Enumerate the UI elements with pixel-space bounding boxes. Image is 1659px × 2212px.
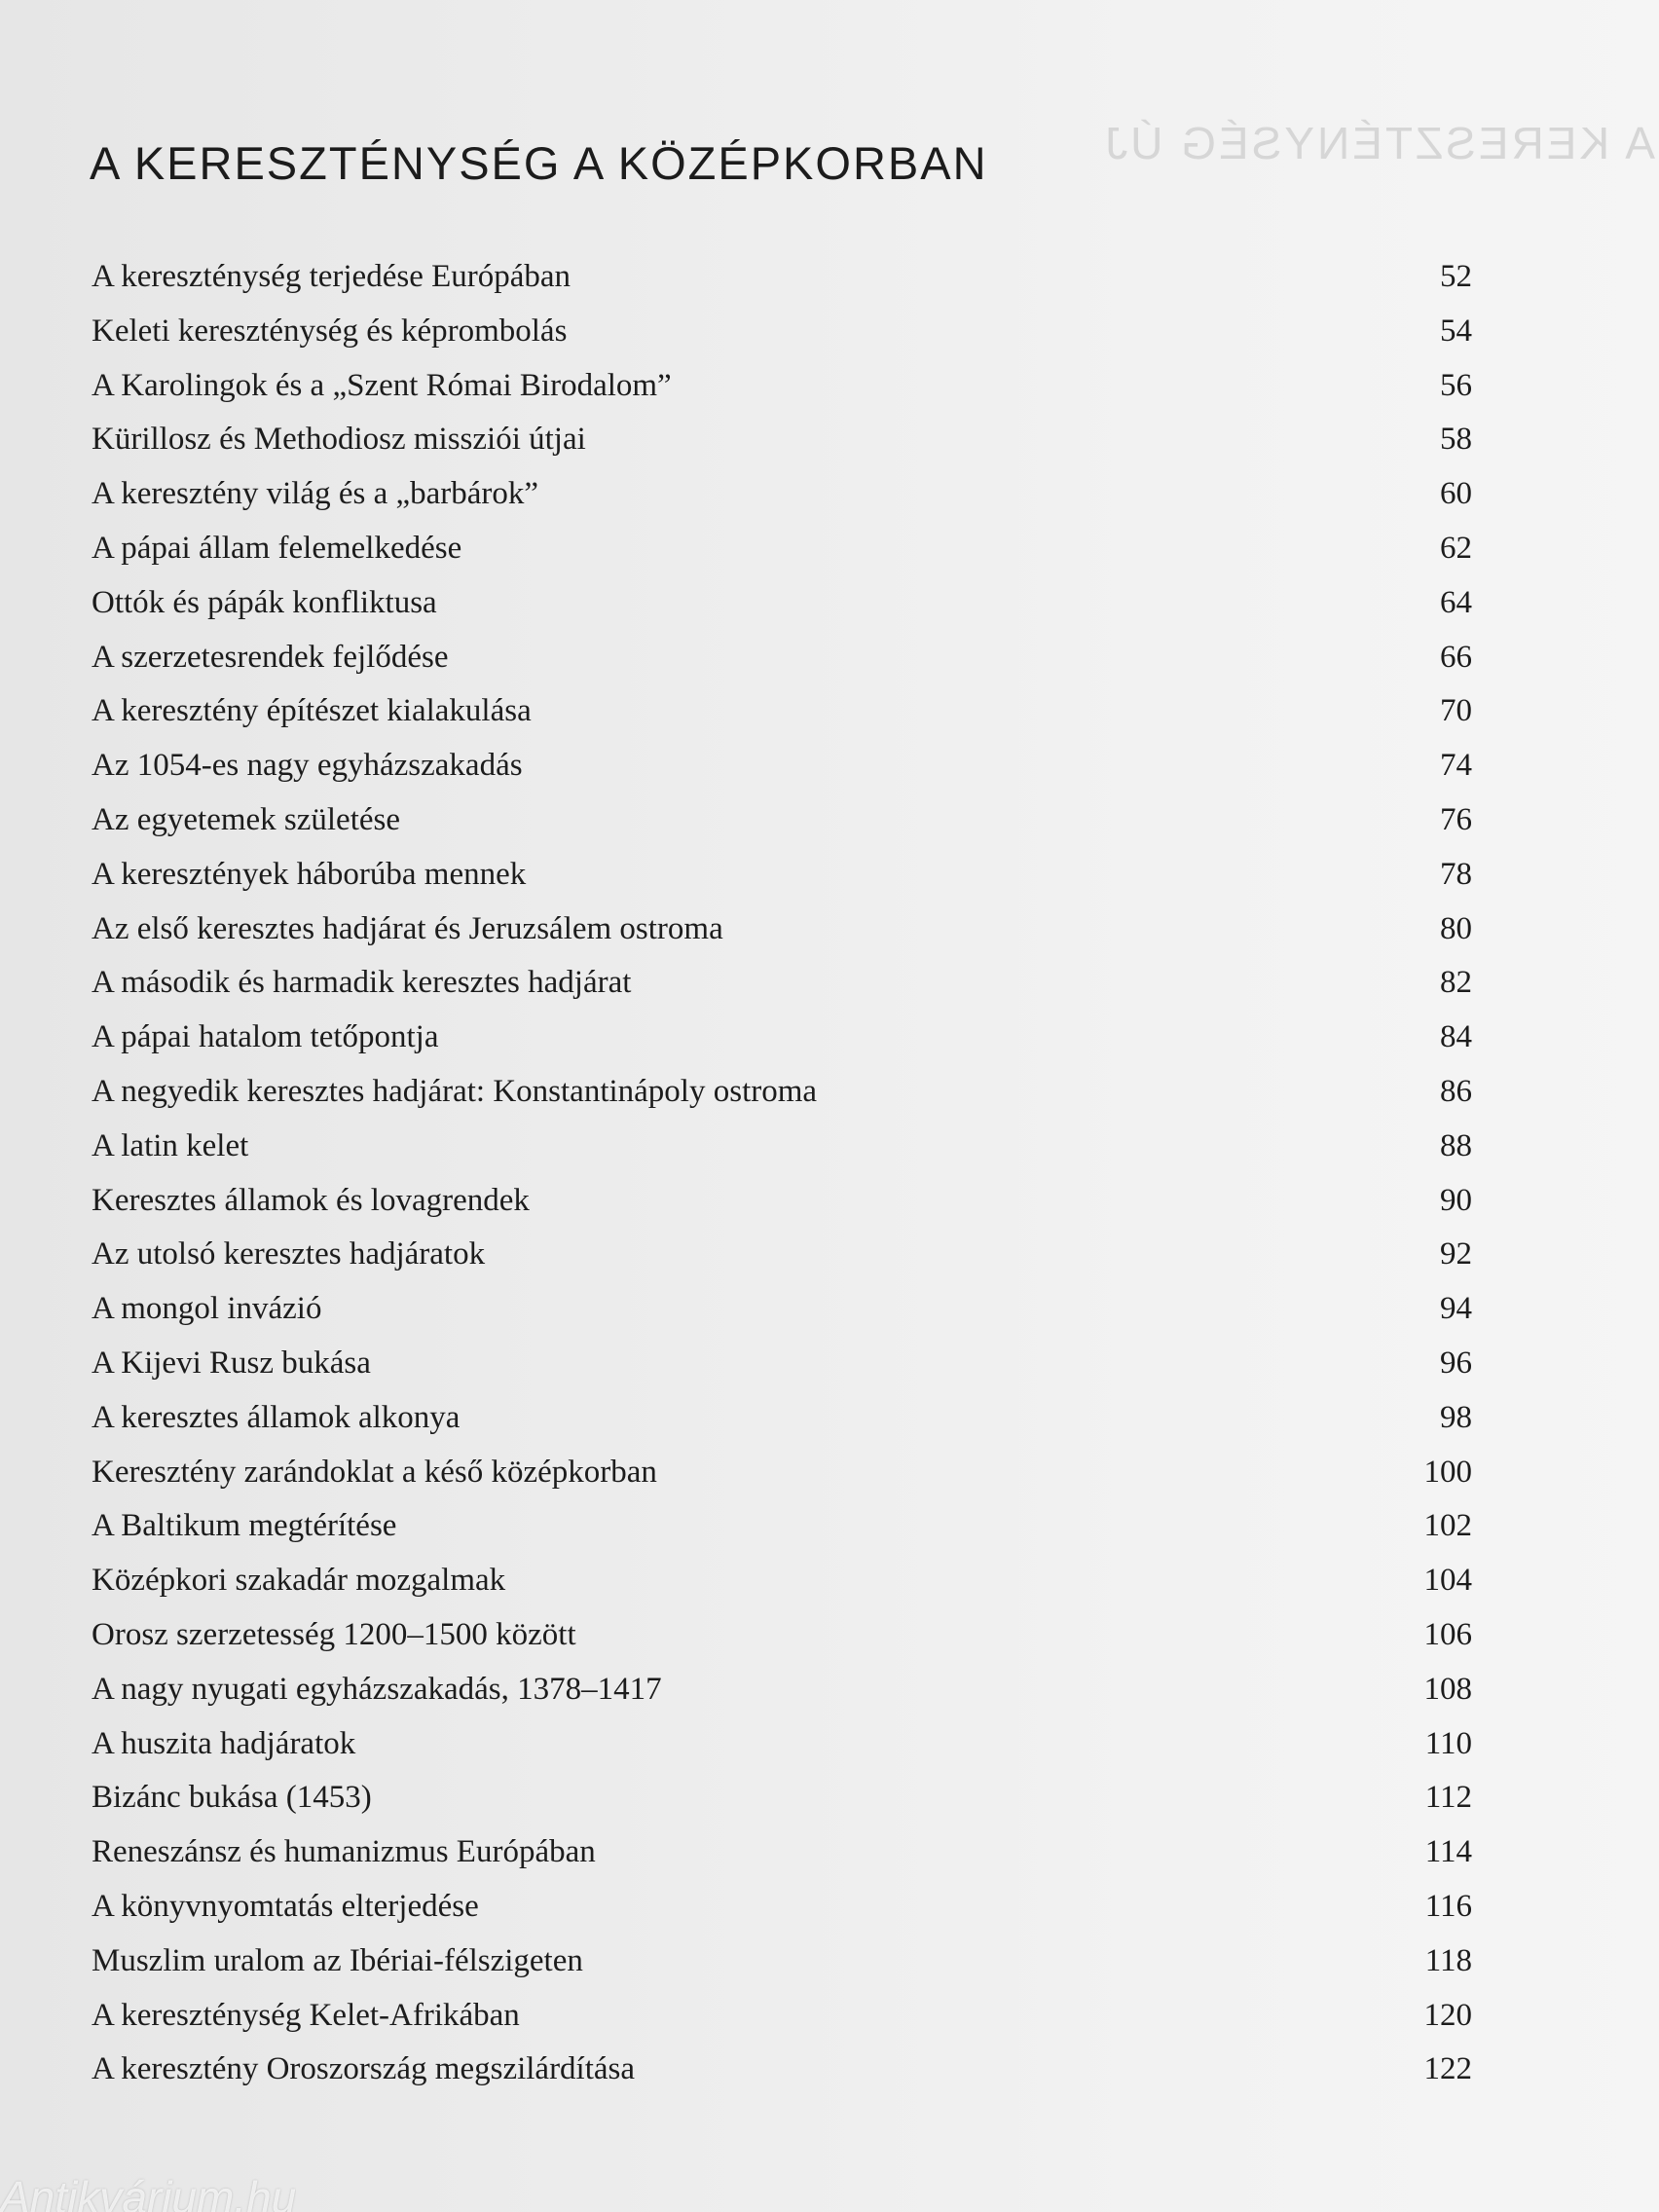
toc-entry-title: Az egyetemek születése	[92, 801, 401, 837]
toc-entry-page-number: 54	[1440, 313, 1472, 349]
toc-entry-title: A kereszténység terjedése Európában	[92, 259, 571, 294]
toc-entry-page-number: 112	[1424, 1780, 1472, 1816]
toc-entry-title: Az 1054-es nagy egyházszakadás	[92, 748, 523, 784]
toc-entry	[92, 956, 1474, 1011]
toc-entry	[92, 576, 1474, 631]
toc-entry	[92, 1771, 1474, 1825]
toc-entry-title: A könyvnyomtatás elterjedése	[92, 1888, 479, 1924]
toc-entry	[92, 684, 1474, 739]
toc-entry-page-number: 66	[1440, 639, 1472, 675]
page-title: A KERESZTÉNYSÉG A KÖZÉPKORBAN	[90, 137, 988, 189]
toc-entry-page-number: 104	[1423, 1563, 1472, 1599]
toc-entry-title: A Kijevi Rusz bukása	[92, 1345, 371, 1381]
toc-entry-page-number: 84	[1440, 1019, 1472, 1055]
toc-entry	[92, 1880, 1474, 1935]
toc-entry-title: A pápai állam felemelkedése	[92, 530, 462, 566]
toc-entry-title: A nagy nyugati egyházszakadás, 1378–1417	[92, 1671, 662, 1707]
toc-entry	[92, 1011, 1474, 1065]
toc-entry	[92, 631, 1474, 685]
bleed-through-title: A KERESZTÉNYSÉG ÚJ	[1102, 118, 1655, 168]
toc-entry	[92, 1717, 1474, 1772]
toc-entry-title: Keresztény zarándoklat a késő középkorban	[92, 1454, 657, 1490]
toc-entry-page-number: 118	[1424, 1942, 1472, 1978]
toc-entry-page-number: 88	[1440, 1127, 1472, 1163]
toc-entry-page-number: 56	[1440, 367, 1472, 403]
toc-entry-page-number: 86	[1440, 1073, 1472, 1109]
toc-entry-title: Muszlim uralom az Ibériai-félszigeten	[92, 1942, 583, 1978]
toc-entry	[92, 305, 1474, 359]
toc-entry-title: Kürillosz és Methodiosz missziói útjai	[92, 422, 586, 458]
toc-entry	[92, 1446, 1474, 1500]
toc-entry-page-number: 106	[1423, 1616, 1472, 1652]
toc-entry-title: A latin kelet	[92, 1127, 249, 1163]
toc-entry-page-number: 100	[1423, 1454, 1472, 1490]
toc-entry-page-number: 94	[1440, 1291, 1472, 1327]
toc-entry	[92, 1554, 1474, 1608]
toc-entry-page-number: 98	[1440, 1399, 1472, 1435]
toc-entry	[92, 1989, 1474, 2044]
toc-entry	[92, 467, 1474, 522]
toc-entry-title: Reneszánsz és humanizmus Európában	[92, 1834, 596, 1870]
toc-entry	[92, 1608, 1474, 1663]
toc-entry	[92, 1120, 1474, 1174]
toc-entry	[92, 1663, 1474, 1717]
toc-entry-title: A második és harmadik keresztes hadjárat	[92, 965, 632, 1001]
table-of-contents	[92, 250, 1474, 2097]
toc-entry	[92, 739, 1474, 793]
toc-entry-title: Ottók és pápák konfliktusa	[92, 584, 437, 620]
toc-entry	[92, 1228, 1474, 1282]
toc-entry-title: Az utolsó keresztes hadjáratok	[92, 1236, 486, 1272]
toc-entry-title: A keresztény világ és a „barbárok”	[92, 476, 539, 512]
toc-entry-title: A mongol invázió	[92, 1291, 322, 1327]
toc-entry	[92, 1825, 1474, 1880]
toc-entry-title: Az első keresztes hadjárat és Jeruzsálem ostroma	[92, 910, 723, 946]
toc-entry-title: A huszita hadjáratok	[92, 1725, 356, 1761]
toc-entry	[92, 522, 1474, 576]
toc-entry-title: A szerzetesrendek fejlődése	[92, 639, 449, 675]
toc-entry-page-number: 74	[1440, 748, 1472, 784]
toc-entry	[92, 250, 1474, 305]
toc-entry-title: Keresztes államok és lovagrendek	[92, 1182, 530, 1218]
toc-entry	[92, 1391, 1474, 1446]
toc-entry	[92, 793, 1474, 848]
toc-entry-title: A keresztes államok alkonya	[92, 1399, 461, 1435]
toc-entry-page-number: 70	[1440, 693, 1472, 729]
toc-entry	[92, 1174, 1474, 1229]
toc-entry	[92, 359, 1474, 414]
toc-entry-page-number: 114	[1424, 1834, 1472, 1870]
toc-entry-title: A keresztény Oroszország megszilárdítása	[92, 2051, 636, 2087]
toc-entry-title: Keleti kereszténység és képrombolás	[92, 313, 568, 349]
toc-entry	[92, 2043, 1474, 2097]
toc-entry-title: A Baltikum megtérítése	[92, 1508, 397, 1544]
toc-entry-title: A kereszténység Kelet-Afrikában	[92, 1997, 520, 2033]
toc-entry-page-number: 52	[1440, 259, 1472, 294]
toc-entry-page-number: 90	[1440, 1182, 1472, 1218]
toc-entry	[92, 903, 1474, 957]
toc-entry-page-number: 78	[1440, 856, 1472, 892]
toc-entry-page-number: 92	[1440, 1236, 1472, 1272]
toc-entry-page-number: 82	[1440, 965, 1472, 1001]
toc-entry-title: A negyedik keresztes hadjárat: Konstantinápoly ostroma	[92, 1073, 818, 1109]
toc-entry	[92, 1499, 1474, 1554]
toc-entry	[92, 413, 1474, 467]
toc-entry	[92, 1282, 1474, 1337]
toc-entry-title: Bizánc bukása (1453)	[92, 1780, 372, 1816]
toc-entry-page-number: 58	[1440, 422, 1472, 458]
toc-entry	[92, 1935, 1474, 1989]
toc-entry-page-number: 76	[1440, 801, 1472, 837]
toc-entry	[92, 848, 1474, 903]
toc-entry-title: Orosz szerzetesség 1200–1500 között	[92, 1616, 576, 1652]
watermark: Antikvárium.hu	[0, 2172, 297, 2212]
toc-entry-title: A Karolingok és a „Szent Római Birodalom”	[92, 367, 672, 403]
toc-entry-title: A keresztények háborúba mennek	[92, 856, 527, 892]
toc-entry-page-number: 120	[1423, 1997, 1472, 2033]
toc-entry-page-number: 96	[1440, 1345, 1472, 1381]
toc-entry-page-number: 64	[1440, 584, 1472, 620]
toc-entry-page-number: 110	[1424, 1725, 1472, 1761]
toc-entry-page-number: 80	[1440, 910, 1472, 946]
toc-entry-title: Középkori szakadár mozgalmak	[92, 1563, 506, 1599]
toc-entry-page-number: 102	[1423, 1508, 1472, 1544]
toc-entry-page-number: 108	[1423, 1671, 1472, 1707]
toc-entry-page-number: 60	[1440, 476, 1472, 512]
toc-entry	[92, 1337, 1474, 1391]
toc-entry-title: A keresztény építészet kialakulása	[92, 693, 532, 729]
toc-entry-page-number: 122	[1423, 2051, 1472, 2087]
toc-entry-page-number: 62	[1440, 530, 1472, 566]
toc-entry-title: A pápai hatalom tetőpontja	[92, 1019, 439, 1055]
toc-entry	[92, 1065, 1474, 1120]
toc-entry-page-number: 116	[1424, 1888, 1472, 1924]
